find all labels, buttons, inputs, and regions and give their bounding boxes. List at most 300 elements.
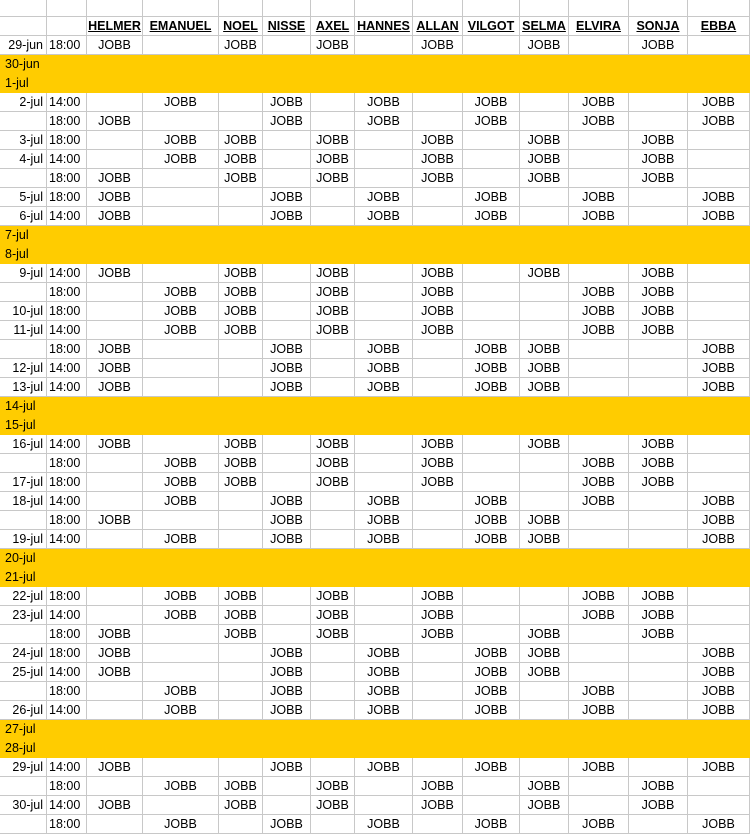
job-cell[interactable]: JOBB [463,93,520,112]
job-cell[interactable] [355,568,413,587]
job-cell[interactable] [629,739,688,758]
job-cell[interactable] [311,55,355,74]
job-cell[interactable] [219,758,263,777]
job-cell[interactable]: JOBB [311,473,355,492]
job-cell[interactable] [688,226,750,245]
job-cell[interactable] [520,758,569,777]
job-cell[interactable] [219,701,263,720]
date-cell[interactable]: 8-jul [0,245,47,264]
job-cell[interactable] [143,264,219,283]
job-cell[interactable] [629,530,688,549]
job-cell[interactable]: JOBB [688,359,750,378]
job-cell[interactable] [413,530,463,549]
job-cell[interactable] [463,796,520,815]
time-cell[interactable]: 14:00 [47,606,87,625]
job-cell[interactable]: JOBB [413,625,463,644]
job-cell[interactable]: JOBB [463,682,520,701]
job-cell[interactable] [569,55,629,74]
job-cell[interactable] [688,302,750,321]
job-cell[interactable] [413,378,463,397]
job-cell[interactable]: JOBB [688,511,750,530]
job-cell[interactable] [413,739,463,758]
job-cell[interactable] [263,264,311,283]
job-cell[interactable] [413,416,463,435]
empty-cell[interactable] [355,0,413,17]
time-cell[interactable]: 14:00 [47,492,87,511]
job-cell[interactable]: JOBB [413,321,463,340]
job-cell[interactable] [87,568,143,587]
job-cell[interactable]: JOBB [311,150,355,169]
job-cell[interactable]: JOBB [143,150,219,169]
job-cell[interactable] [413,663,463,682]
job-cell[interactable]: JOBB [355,207,413,226]
job-cell[interactable] [311,682,355,701]
job-cell[interactable] [87,150,143,169]
job-cell[interactable] [263,397,311,416]
job-cell[interactable] [355,74,413,93]
job-cell[interactable]: JOBB [688,530,750,549]
job-cell[interactable] [629,701,688,720]
job-cell[interactable]: JOBB [263,644,311,663]
job-cell[interactable]: JOBB [629,302,688,321]
job-cell[interactable]: JOBB [263,758,311,777]
job-cell[interactable] [463,606,520,625]
job-cell[interactable]: JOBB [311,264,355,283]
job-cell[interactable]: JOBB [263,340,311,359]
job-cell[interactable] [629,549,688,568]
job-cell[interactable]: JOBB [569,473,629,492]
job-cell[interactable]: JOBB [688,758,750,777]
job-cell[interactable] [520,682,569,701]
job-cell[interactable] [311,397,355,416]
job-cell[interactable]: JOBB [355,188,413,207]
job-cell[interactable] [143,397,219,416]
column-header-allan[interactable]: ALLAN [413,17,463,36]
job-cell[interactable] [219,245,263,264]
job-cell[interactable]: JOBB [87,796,143,815]
job-cell[interactable]: JOBB [463,663,520,682]
job-cell[interactable] [688,416,750,435]
job-cell[interactable]: JOBB [463,112,520,131]
job-cell[interactable] [413,720,463,739]
job-cell[interactable]: JOBB [629,321,688,340]
job-cell[interactable]: JOBB [688,188,750,207]
job-cell[interactable]: JOBB [463,207,520,226]
date-cell[interactable]: 19-jul [0,530,47,549]
time-cell[interactable]: 18:00 [47,340,87,359]
job-cell[interactable]: JOBB [355,511,413,530]
job-cell[interactable] [143,112,219,131]
time-cell[interactable]: 18:00 [47,644,87,663]
job-cell[interactable] [569,340,629,359]
job-cell[interactable]: JOBB [520,625,569,644]
job-cell[interactable] [87,549,143,568]
date-cell[interactable] [0,112,47,131]
job-cell[interactable] [311,549,355,568]
job-cell[interactable] [520,55,569,74]
time-cell[interactable]: 18:00 [47,625,87,644]
date-cell[interactable]: 13-jul [0,378,47,397]
job-cell[interactable] [311,663,355,682]
job-cell[interactable] [629,720,688,739]
job-cell[interactable] [520,321,569,340]
job-cell[interactable]: JOBB [87,758,143,777]
job-cell[interactable]: JOBB [219,606,263,625]
job-cell[interactable] [263,55,311,74]
job-cell[interactable] [688,454,750,473]
job-cell[interactable] [311,226,355,245]
date-cell[interactable]: 15-jul [0,416,47,435]
job-cell[interactable]: JOBB [263,492,311,511]
empty-cell[interactable] [47,0,87,17]
job-cell[interactable]: JOBB [143,587,219,606]
job-cell[interactable]: JOBB [219,150,263,169]
job-cell[interactable]: JOBB [355,530,413,549]
job-cell[interactable] [629,359,688,378]
job-cell[interactable]: JOBB [311,36,355,55]
job-cell[interactable] [219,682,263,701]
time-cell[interactable]: 18:00 [47,283,87,302]
job-cell[interactable] [463,549,520,568]
job-cell[interactable] [355,283,413,302]
date-cell[interactable]: 26-jul [0,701,47,720]
date-cell[interactable]: 17-jul [0,473,47,492]
job-cell[interactable] [629,340,688,359]
job-cell[interactable] [219,815,263,834]
job-cell[interactable]: JOBB [263,112,311,131]
job-cell[interactable] [219,207,263,226]
job-cell[interactable] [263,416,311,435]
job-cell[interactable] [413,682,463,701]
job-cell[interactable] [688,739,750,758]
job-cell[interactable] [263,150,311,169]
job-cell[interactable] [219,492,263,511]
job-cell[interactable]: JOBB [688,340,750,359]
job-cell[interactable]: JOBB [87,264,143,283]
job-cell[interactable] [143,758,219,777]
job-cell[interactable] [569,226,629,245]
job-cell[interactable]: JOBB [219,131,263,150]
job-cell[interactable] [569,245,629,264]
job-cell[interactable]: JOBB [311,302,355,321]
job-cell[interactable] [219,549,263,568]
job-cell[interactable] [629,815,688,834]
job-cell[interactable]: JOBB [143,302,219,321]
job-cell[interactable] [87,682,143,701]
job-cell[interactable] [87,530,143,549]
date-cell[interactable] [0,340,47,359]
job-cell[interactable] [413,93,463,112]
job-cell[interactable] [520,701,569,720]
job-cell[interactable] [463,777,520,796]
job-cell[interactable]: JOBB [569,701,629,720]
job-cell[interactable]: JOBB [520,663,569,682]
job-cell[interactable]: JOBB [413,587,463,606]
job-cell[interactable] [143,36,219,55]
job-cell[interactable] [355,777,413,796]
job-cell[interactable] [688,150,750,169]
job-cell[interactable] [263,169,311,188]
time-cell[interactable]: 18:00 [47,815,87,834]
time-cell[interactable]: 18:00 [47,777,87,796]
job-cell[interactable]: JOBB [219,435,263,454]
job-cell[interactable]: JOBB [569,188,629,207]
job-cell[interactable] [520,606,569,625]
job-cell[interactable] [629,416,688,435]
job-cell[interactable] [87,74,143,93]
job-cell[interactable]: JOBB [413,36,463,55]
job-cell[interactable] [311,530,355,549]
job-cell[interactable] [688,473,750,492]
job-cell[interactable]: JOBB [311,169,355,188]
job-cell[interactable]: JOBB [520,378,569,397]
job-cell[interactable] [463,264,520,283]
job-cell[interactable] [311,739,355,758]
job-cell[interactable] [629,74,688,93]
job-cell[interactable] [87,131,143,150]
job-cell[interactable] [520,416,569,435]
time-cell[interactable]: 18:00 [47,112,87,131]
job-cell[interactable] [569,131,629,150]
job-cell[interactable] [143,568,219,587]
date-cell[interactable]: 28-jul [0,739,47,758]
job-cell[interactable]: JOBB [219,264,263,283]
job-cell[interactable] [463,454,520,473]
job-cell[interactable] [520,739,569,758]
empty-cell[interactable] [688,0,750,17]
empty-cell[interactable] [413,0,463,17]
column-header-ebba[interactable]: EBBA [688,17,750,36]
job-cell[interactable] [355,302,413,321]
job-cell[interactable] [355,36,413,55]
job-cell[interactable] [569,397,629,416]
job-cell[interactable] [520,188,569,207]
job-cell[interactable] [463,625,520,644]
job-cell[interactable] [569,378,629,397]
job-cell[interactable] [355,321,413,340]
job-cell[interactable]: JOBB [87,340,143,359]
job-cell[interactable] [688,321,750,340]
time-cell[interactable]: 18:00 [47,131,87,150]
job-cell[interactable]: JOBB [311,454,355,473]
job-cell[interactable] [87,815,143,834]
job-cell[interactable] [463,131,520,150]
job-cell[interactable] [143,644,219,663]
date-cell[interactable]: 9-jul [0,264,47,283]
job-cell[interactable]: JOBB [569,815,629,834]
job-cell[interactable]: JOBB [463,340,520,359]
job-cell[interactable]: JOBB [520,644,569,663]
job-cell[interactable]: JOBB [311,587,355,606]
job-cell[interactable]: JOBB [463,378,520,397]
job-cell[interactable] [87,777,143,796]
job-cell[interactable]: JOBB [629,264,688,283]
time-cell[interactable]: 18:00 [47,682,87,701]
job-cell[interactable] [520,93,569,112]
job-cell[interactable]: JOBB [463,492,520,511]
job-cell[interactable] [143,549,219,568]
job-cell[interactable] [413,397,463,416]
empty-cell[interactable] [629,0,688,17]
job-cell[interactable]: JOBB [263,530,311,549]
job-cell[interactable]: JOBB [569,587,629,606]
job-cell[interactable] [311,815,355,834]
date-cell[interactable]: 3-jul [0,131,47,150]
job-cell[interactable]: JOBB [143,492,219,511]
time-cell[interactable]: 14:00 [47,207,87,226]
job-cell[interactable]: JOBB [311,777,355,796]
job-cell[interactable] [629,663,688,682]
job-cell[interactable] [413,55,463,74]
job-cell[interactable] [263,283,311,302]
job-cell[interactable] [87,701,143,720]
empty-cell[interactable] [219,0,263,17]
job-cell[interactable] [463,302,520,321]
date-cell[interactable] [0,815,47,834]
job-cell[interactable] [463,473,520,492]
job-cell[interactable] [413,701,463,720]
job-cell[interactable] [413,226,463,245]
job-cell[interactable] [688,283,750,302]
job-cell[interactable]: JOBB [219,587,263,606]
job-cell[interactable] [413,549,463,568]
job-cell[interactable]: JOBB [311,321,355,340]
job-cell[interactable]: JOBB [219,454,263,473]
job-cell[interactable]: JOBB [87,663,143,682]
job-cell[interactable] [688,245,750,264]
job-cell[interactable]: JOBB [219,796,263,815]
job-cell[interactable] [311,359,355,378]
job-cell[interactable]: JOBB [463,511,520,530]
date-cell[interactable]: 22-jul [0,587,47,606]
column-header-hannes[interactable]: HANNES [355,17,413,36]
job-cell[interactable] [413,758,463,777]
time-cell[interactable] [47,245,87,264]
job-cell[interactable] [688,625,750,644]
job-cell[interactable] [520,226,569,245]
job-cell[interactable] [688,264,750,283]
column-header-noel[interactable]: NOEL [219,17,263,36]
job-cell[interactable]: JOBB [355,663,413,682]
date-cell[interactable]: 27-jul [0,720,47,739]
job-cell[interactable] [311,340,355,359]
job-cell[interactable] [263,454,311,473]
job-cell[interactable] [629,245,688,264]
date-cell[interactable]: 12-jul [0,359,47,378]
job-cell[interactable] [569,720,629,739]
job-cell[interactable]: JOBB [87,207,143,226]
job-cell[interactable]: JOBB [263,188,311,207]
job-cell[interactable]: JOBB [263,207,311,226]
job-cell[interactable] [263,302,311,321]
date-cell[interactable] [0,169,47,188]
job-cell[interactable] [311,701,355,720]
empty-cell[interactable] [0,0,47,17]
job-cell[interactable] [688,720,750,739]
job-cell[interactable] [629,188,688,207]
job-cell[interactable] [87,454,143,473]
job-cell[interactable]: JOBB [688,492,750,511]
job-cell[interactable] [219,644,263,663]
job-cell[interactable]: JOBB [263,359,311,378]
job-cell[interactable] [355,625,413,644]
job-cell[interactable] [520,283,569,302]
job-cell[interactable] [413,568,463,587]
job-cell[interactable] [219,340,263,359]
job-cell[interactable]: JOBB [263,815,311,834]
date-cell[interactable]: 7-jul [0,226,47,245]
job-cell[interactable]: JOBB [413,473,463,492]
job-cell[interactable] [688,777,750,796]
job-cell[interactable] [463,74,520,93]
job-cell[interactable] [87,93,143,112]
job-cell[interactable] [263,473,311,492]
job-cell[interactable] [143,378,219,397]
job-cell[interactable] [463,587,520,606]
job-cell[interactable] [311,207,355,226]
job-cell[interactable]: JOBB [629,283,688,302]
time-cell[interactable] [47,739,87,758]
job-cell[interactable]: JOBB [520,36,569,55]
job-cell[interactable] [143,625,219,644]
job-cell[interactable]: JOBB [520,169,569,188]
job-cell[interactable] [311,112,355,131]
job-cell[interactable] [87,720,143,739]
job-cell[interactable]: JOBB [629,473,688,492]
job-cell[interactable]: JOBB [311,606,355,625]
job-cell[interactable]: JOBB [87,511,143,530]
date-cell[interactable]: 10-jul [0,302,47,321]
date-cell[interactable]: 6-jul [0,207,47,226]
job-cell[interactable] [263,36,311,55]
job-cell[interactable] [629,568,688,587]
job-cell[interactable] [569,739,629,758]
header-time-cell[interactable] [47,17,87,36]
job-cell[interactable] [355,169,413,188]
job-cell[interactable]: JOBB [355,112,413,131]
job-cell[interactable] [311,245,355,264]
job-cell[interactable]: JOBB [629,796,688,815]
job-cell[interactable] [143,74,219,93]
time-cell[interactable]: 18:00 [47,454,87,473]
job-cell[interactable] [629,207,688,226]
job-cell[interactable] [569,36,629,55]
job-cell[interactable] [569,359,629,378]
job-cell[interactable] [629,93,688,112]
job-cell[interactable]: JOBB [413,777,463,796]
job-cell[interactable]: JOBB [219,473,263,492]
job-cell[interactable] [520,568,569,587]
date-cell[interactable]: 21-jul [0,568,47,587]
header-date-cell[interactable] [0,17,47,36]
empty-cell[interactable] [463,0,520,17]
job-cell[interactable] [688,568,750,587]
job-cell[interactable] [143,188,219,207]
job-cell[interactable] [263,796,311,815]
date-cell[interactable] [0,777,47,796]
job-cell[interactable] [688,587,750,606]
job-cell[interactable] [688,55,750,74]
job-cell[interactable] [413,492,463,511]
job-cell[interactable] [311,568,355,587]
job-cell[interactable] [355,587,413,606]
job-cell[interactable] [355,150,413,169]
job-cell[interactable]: JOBB [520,340,569,359]
job-cell[interactable]: JOBB [520,435,569,454]
job-cell[interactable]: JOBB [629,131,688,150]
job-cell[interactable] [688,131,750,150]
job-cell[interactable] [463,321,520,340]
